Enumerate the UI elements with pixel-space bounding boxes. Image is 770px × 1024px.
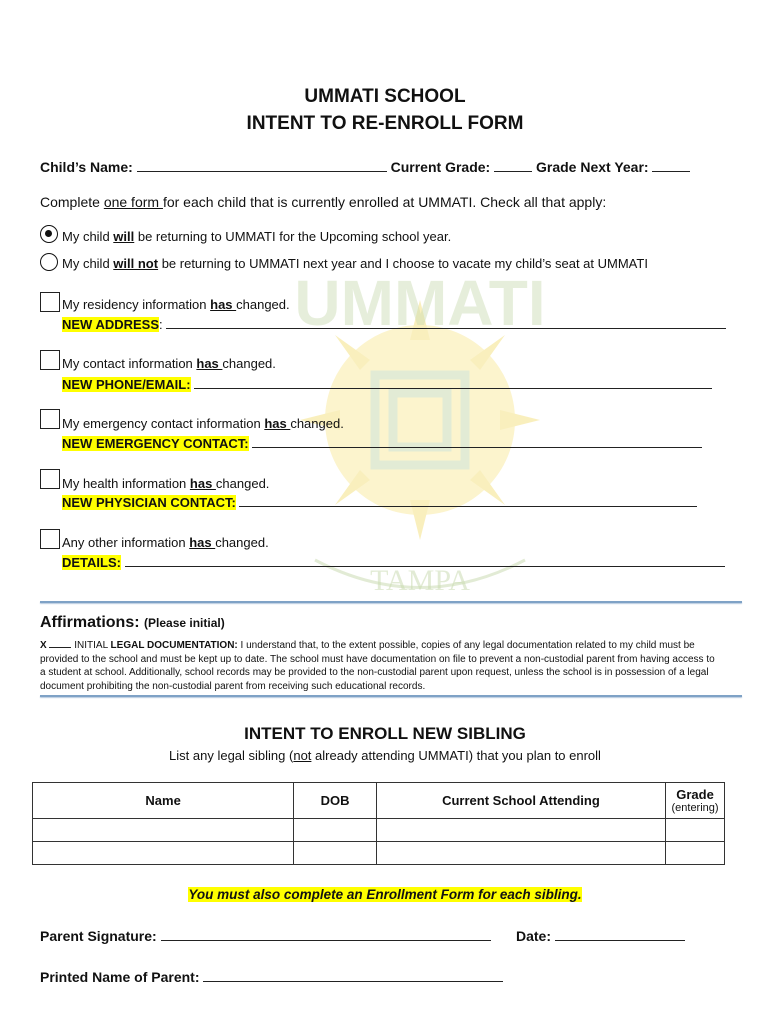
new-address-field[interactable] [166, 314, 726, 329]
initial-x: X [40, 640, 47, 651]
col-name: Name [33, 783, 294, 819]
col-dob: DOB [294, 783, 377, 819]
new-physician-contact-label: NEW PHYSICIAN CONTACT: [62, 495, 236, 510]
printed-name-field[interactable] [203, 967, 503, 982]
printed-name-label: Printed Name of Parent: [40, 969, 200, 985]
residency-checkbox[interactable] [40, 292, 60, 312]
sibling-school-cell[interactable] [376, 819, 665, 842]
parent-signature-line [40, 926, 491, 944]
sibling-table-header [33, 783, 725, 819]
health-checkbox[interactable] [40, 469, 60, 489]
col-grade-label: Grade [676, 787, 714, 802]
sibling-table [32, 782, 725, 865]
contact-pre: My contact information [62, 356, 197, 371]
contact-post: changed. [222, 356, 276, 371]
instructions [40, 194, 606, 210]
returning-radio[interactable] [40, 225, 58, 243]
emergency-contact-label [62, 416, 344, 431]
not-returning-radio[interactable] [40, 253, 58, 271]
contact-checkbox[interactable] [40, 350, 60, 370]
not-returning-option-label [62, 256, 648, 271]
date-label: Date: [516, 928, 552, 944]
col-current-school: Current School Attending [376, 783, 665, 819]
affirmations-bottom-rule [40, 695, 742, 697]
child-name-field[interactable] [137, 157, 387, 172]
health-label [62, 476, 269, 491]
other-info-label [62, 535, 269, 550]
sibling-name-cell[interactable] [33, 819, 294, 842]
sibling-name-cell[interactable] [33, 842, 294, 865]
new-phone-email-line [62, 374, 712, 392]
date-field[interactable] [555, 926, 685, 941]
health-emph: has [189, 476, 216, 491]
watermark-text: UMMATI [294, 267, 546, 339]
emergency-emph: has [264, 416, 291, 431]
not-returning-emph: will not [113, 256, 159, 271]
form-title: INTENT TO RE-ENROLL FORM [246, 113, 524, 134]
health-post: changed. [215, 476, 270, 491]
next-grade-field[interactable] [652, 157, 690, 172]
affirmations-heading: Affirmations: [40, 614, 140, 631]
emergency-pre: My emergency contact information [62, 416, 265, 431]
residency-label [62, 297, 290, 312]
contact-emph: has [196, 356, 223, 371]
affirmations-top-rule [40, 601, 742, 603]
parent-signature-field[interactable] [161, 926, 491, 941]
returning-emph: will [113, 229, 135, 244]
printed-name-line [40, 967, 503, 985]
sibling-dob-cell[interactable] [294, 819, 377, 842]
new-emergency-contact-label: NEW EMERGENCY CONTACT: [62, 436, 249, 451]
col-grade-sub: (entering) [671, 802, 719, 814]
parent-signature-label: Parent Signature: [40, 928, 157, 944]
new-phone-email-field[interactable] [194, 374, 712, 389]
new-physician-contact-line [62, 492, 697, 510]
table-row [33, 842, 725, 865]
new-emergency-contact-field[interactable] [252, 433, 702, 448]
new-address-line [62, 314, 726, 332]
residency-emph: has [210, 297, 237, 312]
other-emph: has [189, 535, 216, 550]
legal-documentation-text: I understand that, to the extent possible, copies of any legal documentation related to my child must be provided to the school and must be kept up to date. The school must have documentation on file to prevent a non-custodial parent from having access to a student at school. Additionally, school records may be provided to the non-custodial parent upon request, unless the school is in possession of a legal document prohibiting the non-custodial parent from receiving such educational records. [40, 640, 715, 692]
affirmations-heading-line [40, 614, 225, 632]
not-returning-post: be returning to UMMATI next year and I choose to vacate my child’s seat at UMMATI [158, 256, 648, 271]
child-name-label: Child’s Name: [40, 159, 133, 175]
legal-documentation-label: LEGAL DOCUMENTATION: [110, 640, 238, 651]
other-pre: Any other information [62, 535, 190, 550]
school-name: UMMATI SCHOOL [304, 86, 466, 107]
sibling-sub-post: already attending UMMATI) that you plan to enroll [311, 748, 601, 763]
date-line [516, 926, 685, 944]
new-address-sep: : [159, 317, 163, 332]
sibling-school-cell[interactable] [376, 842, 665, 865]
instructions-one-form: one form [103, 194, 163, 210]
current-grade-label: Current Grade: [390, 159, 491, 175]
new-phone-email-label: NEW PHONE/EMAIL: [62, 377, 191, 392]
sibling-dob-cell[interactable] [294, 842, 377, 865]
sibling-grade-cell[interactable] [666, 842, 725, 865]
health-pre: My health information [62, 476, 190, 491]
contact-label [62, 356, 276, 371]
details-line [62, 552, 725, 570]
legal-documentation-affirmation [40, 638, 720, 693]
emergency-contact-checkbox[interactable] [40, 409, 60, 429]
not-returning-pre: My child [62, 256, 114, 271]
residency-post: changed. [236, 297, 290, 312]
sibling-grade-cell[interactable] [666, 819, 725, 842]
returning-option-label [62, 229, 451, 244]
child-info-line [40, 157, 690, 175]
sibling-sub-not: not [293, 748, 312, 763]
new-address-label: NEW ADDRESS [62, 317, 160, 332]
affirmations-sub: (Please initial) [144, 616, 225, 630]
watermark-city: TAMPA [370, 564, 470, 597]
initial-field[interactable] [49, 638, 71, 648]
next-grade-label: Grade Next Year: [535, 159, 649, 175]
col-grade [666, 783, 725, 819]
returning-pre: My child [62, 229, 114, 244]
new-emergency-contact-line [62, 433, 702, 451]
residency-pre: My residency information [62, 297, 211, 312]
instructions-pre: Complete [40, 194, 104, 210]
instructions-post: for each child that is currently enrolled at UMMATI. Check all that apply: [162, 194, 607, 210]
sibling-heading: INTENT TO ENROLL NEW SIBLING [244, 724, 526, 743]
initial-label: INITIAL [74, 640, 111, 651]
sibling-notice-wrap [0, 886, 770, 904]
returning-post: be returning to UMMATI for the Upcoming school year. [134, 229, 452, 244]
table-row [33, 819, 725, 842]
sibling-subheading [0, 748, 770, 763]
sibling-notice: You must also complete an Enrollment Form for each sibling. [188, 887, 582, 902]
emergency-post: changed. [290, 416, 344, 431]
sibling-sub-pre: List any legal sibling ( [169, 748, 294, 763]
current-grade-field[interactable] [494, 157, 532, 172]
new-physician-contact-field[interactable] [239, 492, 697, 507]
details-field[interactable] [125, 552, 725, 567]
other-post: changed. [215, 535, 269, 550]
other-info-checkbox[interactable] [40, 529, 60, 549]
radio-selected-dot [45, 230, 52, 237]
details-label: DETAILS: [62, 555, 121, 570]
